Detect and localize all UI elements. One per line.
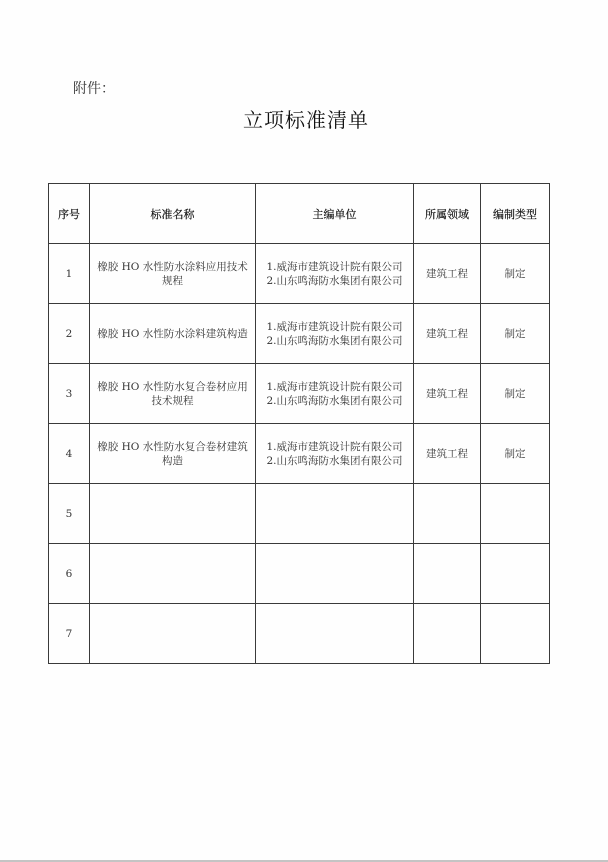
editor-units xyxy=(256,364,414,424)
editor-units xyxy=(256,604,414,664)
attachment-label: 附件： xyxy=(73,81,115,97)
field: 建筑工程 xyxy=(414,244,481,304)
compile-type xyxy=(481,604,550,664)
field: 建筑工程 xyxy=(414,364,481,424)
compile-type xyxy=(481,484,550,544)
editor-units xyxy=(256,424,414,484)
header-index: 序号 xyxy=(49,184,90,244)
editor-unit-line: 1.威海市建筑设计院有限公司 xyxy=(266,260,403,273)
compile-type: 制定 xyxy=(481,304,550,364)
table-row xyxy=(49,544,550,604)
header-field: 所属领域 xyxy=(414,184,481,244)
header-compile-type: 编制类型 xyxy=(481,184,550,244)
compile-type: 制定 xyxy=(481,244,550,304)
row-index: 1 xyxy=(49,244,90,304)
row-index: 5 xyxy=(49,484,90,544)
editor-units xyxy=(256,244,414,304)
standard-name: 橡胶 HO 水性防水涂料建筑构造 xyxy=(90,304,256,364)
row-index: 4 xyxy=(49,424,90,484)
field xyxy=(414,604,481,664)
header-chief-editor-unit: 主编单位 xyxy=(256,184,414,244)
standard-name: 橡胶 HO 水性防水复合卷材应用技术规程 xyxy=(90,364,256,424)
row-index: 3 xyxy=(49,364,90,424)
page-title: 立项标准清单 xyxy=(243,108,369,132)
standard-name xyxy=(90,484,256,544)
row-index: 2 xyxy=(49,304,90,364)
header-standard-name: 标准名称 xyxy=(90,184,256,244)
compile-type xyxy=(481,544,550,604)
compile-type: 制定 xyxy=(481,424,550,484)
table-header-row xyxy=(49,184,550,244)
standard-name: 橡胶 HO 水性防水涂料应用技术规程 xyxy=(90,244,256,304)
field xyxy=(414,544,481,604)
field: 建筑工程 xyxy=(414,304,481,364)
table-row xyxy=(49,364,550,424)
table-row xyxy=(49,424,550,484)
editor-unit-line: 2.山东鸣海防水集团有限公司 xyxy=(266,334,403,347)
editor-unit-line: 1.威海市建筑设计院有限公司 xyxy=(266,440,403,453)
editor-unit-line: 2.山东鸣海防水集团有限公司 xyxy=(266,274,403,287)
editor-unit-line: 2.山东鸣海防水集团有限公司 xyxy=(266,394,403,407)
editor-units xyxy=(256,544,414,604)
editor-unit-line: 2.山东鸣海防水集团有限公司 xyxy=(266,454,403,467)
table-row xyxy=(49,604,550,664)
standard-name: 橡胶 HO 水性防水复合卷材建筑构造 xyxy=(90,424,256,484)
standard-name xyxy=(90,544,256,604)
standards-table xyxy=(48,183,550,664)
field xyxy=(414,484,481,544)
table-row xyxy=(49,484,550,544)
editor-units xyxy=(256,304,414,364)
row-index: 6 xyxy=(49,544,90,604)
table-row xyxy=(49,304,550,364)
row-index: 7 xyxy=(49,604,90,664)
editor-units xyxy=(256,484,414,544)
table-row xyxy=(49,244,550,304)
field: 建筑工程 xyxy=(414,424,481,484)
editor-unit-line: 1.威海市建筑设计院有限公司 xyxy=(266,320,403,333)
editor-unit-line: 1.威海市建筑设计院有限公司 xyxy=(266,380,403,393)
standard-name xyxy=(90,604,256,664)
compile-type: 制定 xyxy=(481,364,550,424)
